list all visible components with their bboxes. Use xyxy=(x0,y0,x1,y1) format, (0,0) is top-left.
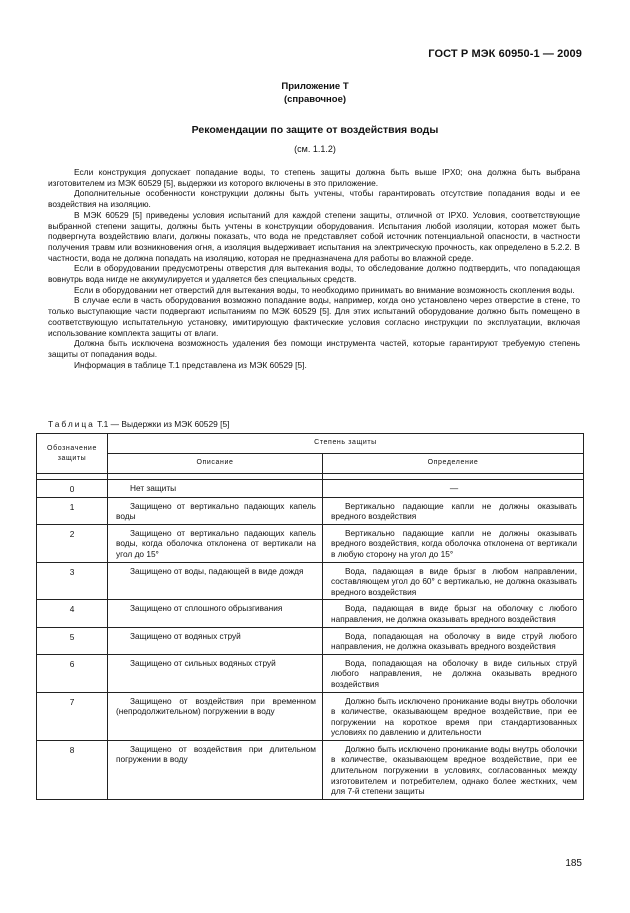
paragraph: В МЭК 60529 [5] приведены условия испытаний для каждой степени защиты, отличной от IPX0. Условия, соответствующие выбранной степени защиты, должны быть учтены в конструкции оборудования. Испытания любой изоляции, которая может быть подвергнута воздействию влаги, должны показать, что вода не представляет собой источник потенциальной опасности, в частности получения травм или возникновения огня, а изоляция выдерживает испытания на электрическую прочность, как определено в 5.2.2. В частности, вода не должна попадать на изоляцию, которая не предназначена для работы во влажной среде. xyxy=(48,209,580,263)
header-description: Описание xyxy=(108,454,323,474)
row-definition: Вертикально падающие капли не должны оказывать вредного воздействия xyxy=(323,497,584,524)
row-description: Защищено от водяных струй xyxy=(108,627,323,654)
paragraph: Если конструкция допускает попадание воды, то степень защиты должна быть выше IPX0; она должна быть выбрана изготовителем из МЭК 60529 [5], выдержки из которого включены в это приложение. xyxy=(48,167,580,188)
row-description: Защищено от вертикально падающих капель воды, когда оболочка отклонена от вертикали на угол до 15° xyxy=(108,524,323,562)
table-row xyxy=(37,654,584,692)
table-row xyxy=(37,562,584,600)
appendix-title: Приложение Т xyxy=(281,81,349,92)
table-row xyxy=(37,627,584,654)
appendix-subtitle: (справочное) xyxy=(283,94,347,105)
table-row xyxy=(37,740,584,799)
row-definition: Вертикально падающие капли не должны оказывать вредного воздействия, когда оболочка отклонена от вертикали в любую сторону на угол до 15° xyxy=(323,524,584,562)
table-row xyxy=(37,600,584,627)
row-description: Защищено от сильных водяных струй xyxy=(108,654,323,692)
paragraph: Если в оборудовании предусмотрены отверстия для вытекания воды, то обследование должно подтвердить, что попадающая вовнутрь вода нигде не аккумулируется и удаляется без специальных средств. xyxy=(48,263,580,285)
table-row xyxy=(37,480,584,498)
paragraph: В случае если в часть оборудования возможно попадание воды, например, когда оно установлено через отверстие в стене, то только выступающие части подвергают испытаниям по МЭК 60529 [5]. Для этих испытаний оборудование должно быть помещено в соответствующую испытательную установку, имитирующую фактические условия согласно инструкции по эксплуатации, включая использование комплекта защиты от влаги. xyxy=(48,295,580,338)
row-code: 3 xyxy=(37,562,108,600)
table-caption xyxy=(48,419,229,429)
table-row xyxy=(37,497,584,524)
row-definition: — xyxy=(323,480,584,498)
body-text xyxy=(48,167,580,370)
table-caption-text: Т.1 — Выдержки из МЭК 60529 [5] xyxy=(97,419,230,429)
row-code: 7 xyxy=(37,692,108,740)
row-description: Защищено от воды, падающей в виде дождя xyxy=(108,562,323,600)
row-code: 5 xyxy=(37,627,108,654)
page-number: 185 xyxy=(565,858,582,869)
section-reference: (см. 1.1.2) xyxy=(294,144,336,154)
table-caption-label: Таблица xyxy=(48,419,95,429)
table-row xyxy=(37,692,584,740)
standard-header: ГОСТ Р МЭК 60950-1 — 2009 xyxy=(428,48,582,60)
header-protection-degree: Степень защиты xyxy=(108,434,584,454)
paragraph: Если в оборудовании нет отверстий для вытекания воды, то необходимо принимать во внимание возможность скопления воды. xyxy=(74,284,575,295)
table-row xyxy=(37,524,584,562)
row-description: Защищено от воздействия при длительном погружении в воду xyxy=(108,740,323,799)
row-code: 6 xyxy=(37,654,108,692)
row-description: Нет защиты xyxy=(108,480,323,498)
paragraph: Дополнительные особенности конструкции должны быть учтены, чтобы гарантировать отсутствие попадания воды и ее воздействия на изоляцию. xyxy=(48,188,580,210)
paragraph: Должна быть исключена возможность удаления без помощи инструмента частей, которые гарантируют требуемую степень защиты от попадания воды. xyxy=(48,338,580,359)
row-description: Защищено от сплошного обрызгивания xyxy=(108,600,323,627)
row-code: 2 xyxy=(37,524,108,562)
row-definition: Должно быть исключено проникание воды внутрь оболочки в количестве, оказывающем вредное воздействие, при ее длительном погружении в условиях, согласованных между изготовителем и потребителем, однако более жесткних, чем для 7-й степени защиты xyxy=(323,740,584,799)
row-definition: Вода, попадающая на оболочку в виде сильных струй любого направления, не должна оказывать вредного воздействия xyxy=(323,654,584,692)
row-code: 4 xyxy=(37,600,108,627)
row-definition: Вода, попадающая на оболочку в виде струй любого направления, не должна оказывать вредного воздействия xyxy=(323,627,584,654)
row-code: 8 xyxy=(37,740,108,799)
row-definition: Вода, падающая в виде брызг в любом направлении, составляющем угол до 60° с вертикалью, не должна оказывать вредного воздействия xyxy=(323,562,584,600)
section-title: Рекомендации по защите от воздействия воды xyxy=(191,124,439,136)
row-description: Защищено от вертикально падающих капель воды xyxy=(108,497,323,524)
protection-table xyxy=(36,433,584,800)
appendix-heading xyxy=(0,80,630,106)
row-code: 1 xyxy=(37,497,108,524)
header-code: Обозначение защиты xyxy=(37,434,108,474)
row-code: 0 xyxy=(37,480,108,498)
row-definition: Вода, падающая в виде брызг на оболочку с любого направления, не должна оказывать вредного воздействия xyxy=(323,600,584,627)
paragraph: Информация в таблице Т.1 представлена из МЭК 60529 [5]. xyxy=(74,359,307,370)
header-definition: Определение xyxy=(323,454,584,474)
row-definition: Должно быть исключено проникание воды внутрь оболочки в количестве, оказывающем вредное воздействие, при ее погружении на короткое время при стандартизованных условиях по давлению и длительности xyxy=(323,692,584,740)
row-description: Защищено от воздействия при временном (непродолжительном) погружении в воду xyxy=(108,692,323,740)
